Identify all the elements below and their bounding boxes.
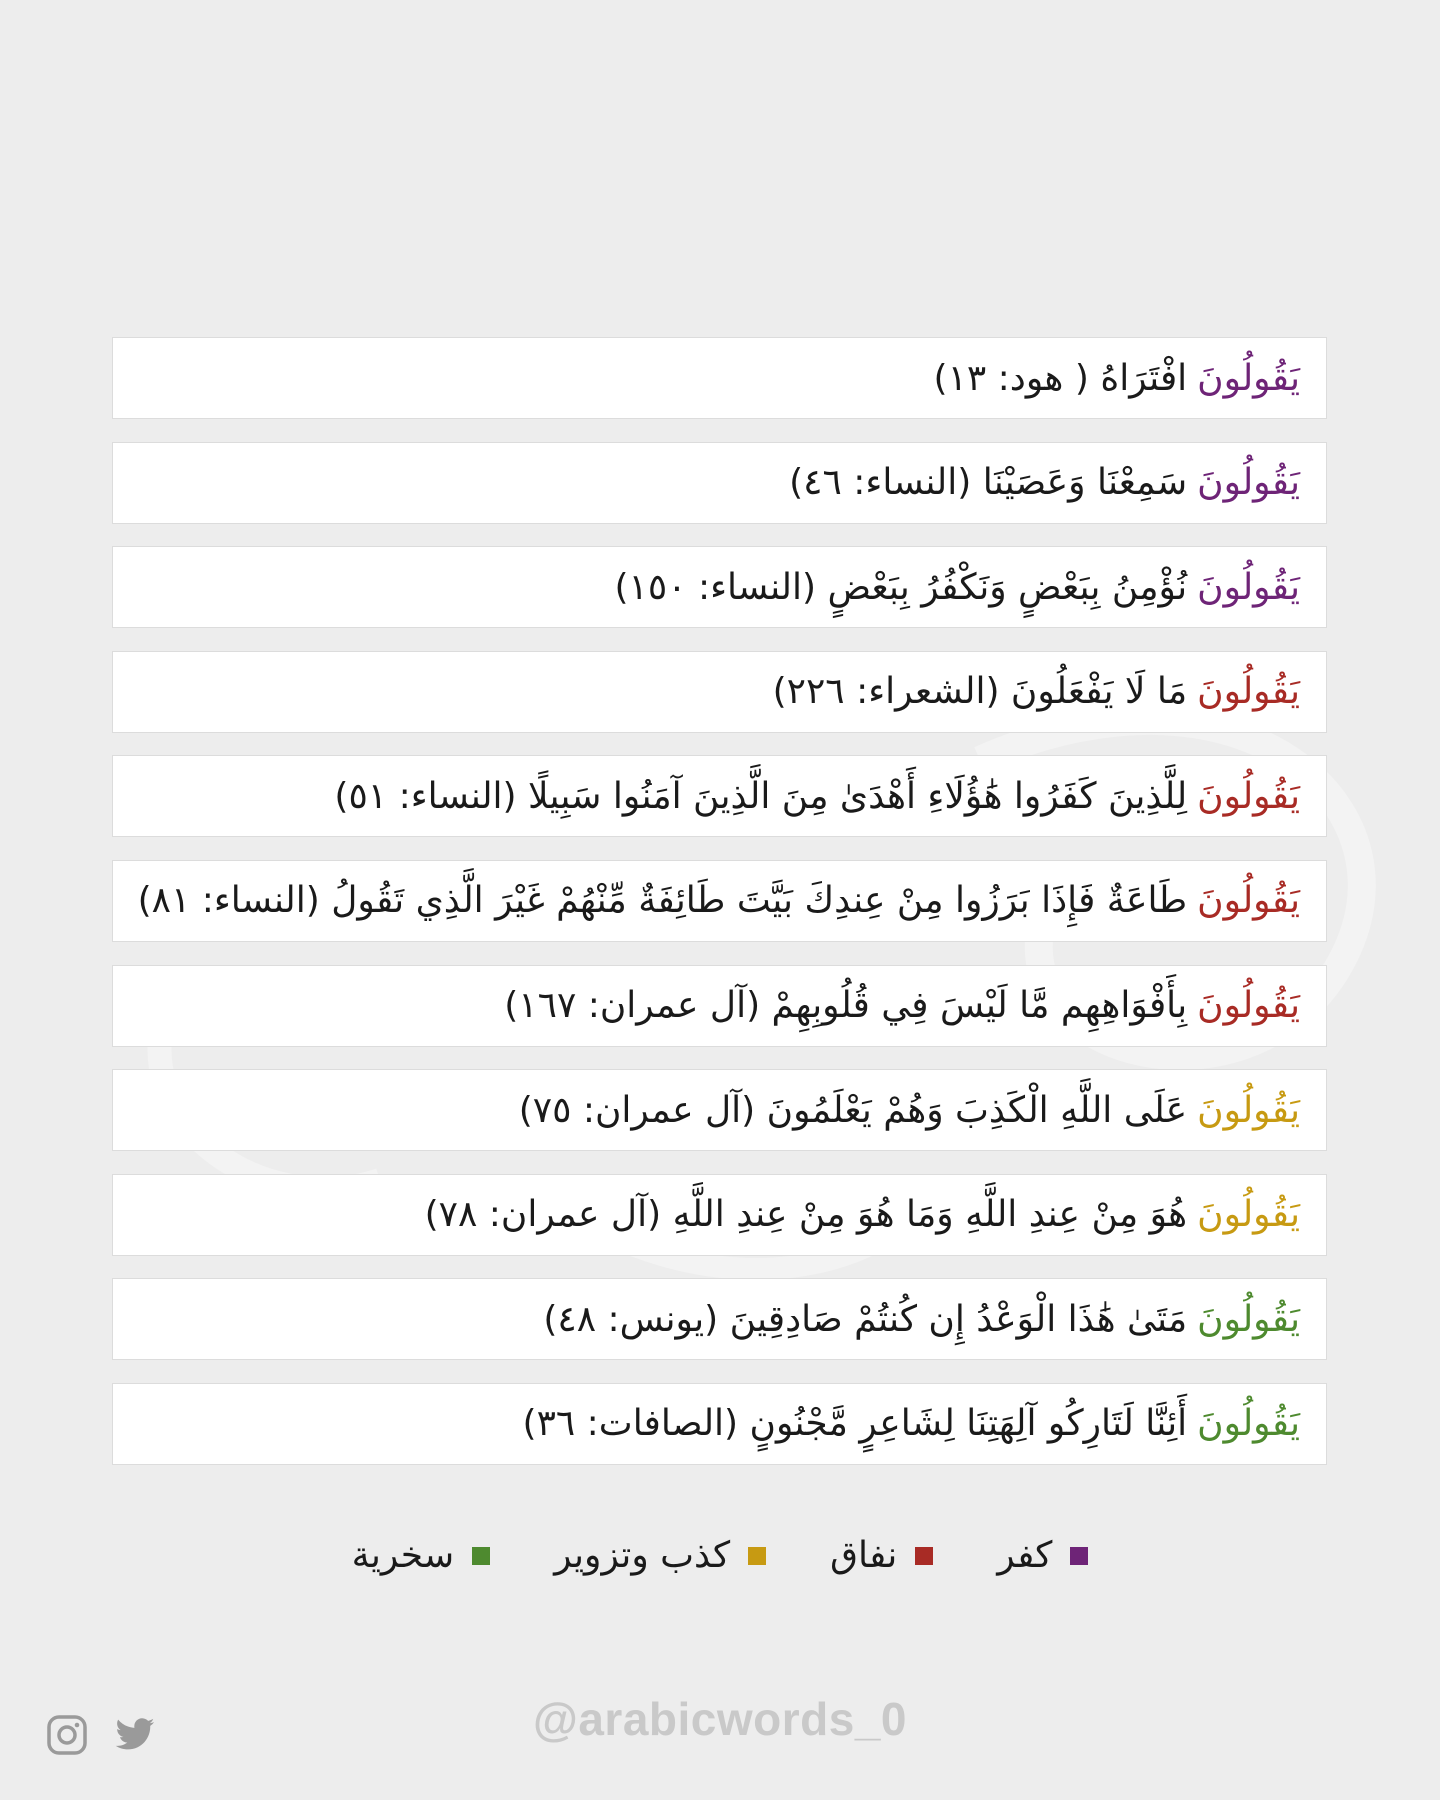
verse-text: نُؤْمِنُ بِبَعْضٍ وَنَكْفُرُ بِبَعْضٍ (النساء: ١٥٠) xyxy=(614,566,1188,608)
verse-keyword: يَقُولُونَ xyxy=(1197,462,1300,504)
verse-text: هُوَ مِنْ عِندِ اللَّهِ وَمَا هُوَ مِنْ عِندِ اللَّهِ (آل عمران: ٧٨) xyxy=(424,1194,1188,1236)
verse-text: افْتَرَاهُ ( هود: ١٣) xyxy=(933,357,1188,399)
verse-text: مَا لَا يَفْعَلُونَ (الشعراء: ٢٢٦) xyxy=(772,671,1188,713)
verse-text: عَلَى اللَّهِ الْكَذِبَ وَهُمْ يَعْلَمُونَ (آل عمران: ٧٥) xyxy=(518,1089,1188,1131)
social-icons xyxy=(46,1714,156,1756)
verse-row xyxy=(112,755,1327,837)
verse-row xyxy=(112,1174,1327,1256)
legend-swatch xyxy=(915,1547,933,1565)
verse-keyword: يَقُولُونَ xyxy=(1197,1089,1300,1131)
legend-label: كذب وتزوير xyxy=(554,1535,731,1576)
verse-text: أَئِنَّا لَتَارِكُو آلِهَتِنَا لِشَاعِرٍ مَّجْنُونٍ (الصافات: ٣٦) xyxy=(522,1403,1188,1445)
legend-item-kadhib xyxy=(554,1535,766,1576)
category-legend xyxy=(0,1535,1440,1576)
twitter-icon[interactable] xyxy=(114,1714,156,1756)
verse-keyword: يَقُولُونَ xyxy=(1197,775,1300,817)
verse-text: طَاعَةٌ فَإِذَا بَرَزُوا مِنْ عِندِكَ بَيَّتَ طَائِفَةٌ مِّنْهُمْ غَيْرَ الَّذِي تَقُولُ (النساء: ٨١) xyxy=(137,880,1188,922)
legend-label: نفاق xyxy=(830,1535,898,1576)
legend-label: سخرية xyxy=(351,1535,455,1576)
legend-item-sukhriya xyxy=(352,1535,491,1576)
verse-text: لِلَّذِينَ كَفَرُوا هَٰؤُلَاءِ أَهْدَىٰ مِنَ الَّذِينَ آمَنُوا سَبِيلًا (النساء: ٥١) xyxy=(334,775,1188,817)
legend-label: كفر xyxy=(997,1535,1053,1576)
verse-row xyxy=(112,546,1327,628)
legend-item-nifaq xyxy=(830,1535,933,1576)
verse-row xyxy=(112,860,1327,942)
verse-keyword: يَقُولُونَ xyxy=(1197,985,1300,1027)
verse-row xyxy=(112,1069,1327,1151)
verse-text: مَتَىٰ هَٰذَا الْوَعْدُ إِن كُنتُمْ صَادِقِينَ (يونس: ٤٨) xyxy=(543,1298,1188,1340)
verse-row xyxy=(112,337,1327,419)
verse-keyword: يَقُولُونَ xyxy=(1197,357,1300,399)
verse-keyword: يَقُولُونَ xyxy=(1197,566,1300,608)
verse-row xyxy=(112,1383,1327,1465)
verse-text: سَمِعْنَا وَعَصَيْنَا (النساء: ٤٦) xyxy=(789,462,1188,504)
verse-row xyxy=(112,651,1327,733)
verse-keyword: يَقُولُونَ xyxy=(1197,1403,1300,1445)
legend-swatch xyxy=(748,1547,766,1565)
verse-keyword: يَقُولُونَ xyxy=(1197,1194,1300,1236)
account-handle: @arabicwords_0 xyxy=(532,1693,907,1745)
verse-list xyxy=(112,337,1327,1488)
verse-row xyxy=(112,442,1327,524)
verse-keyword: يَقُولُونَ xyxy=(1197,1298,1300,1340)
legend-item-kufr xyxy=(997,1535,1088,1576)
verse-row xyxy=(112,965,1327,1047)
instagram-icon[interactable] xyxy=(46,1714,88,1756)
verse-keyword: يَقُولُونَ xyxy=(1197,671,1300,713)
legend-swatch xyxy=(472,1547,490,1565)
legend-swatch xyxy=(1070,1547,1088,1565)
verse-keyword: يَقُولُونَ xyxy=(1197,880,1300,922)
verse-text: بِأَفْوَاهِهِم مَّا لَيْسَ فِي قُلُوبِهِمْ (آل عمران: ١٦٧) xyxy=(504,985,1188,1027)
verse-row xyxy=(112,1278,1327,1360)
